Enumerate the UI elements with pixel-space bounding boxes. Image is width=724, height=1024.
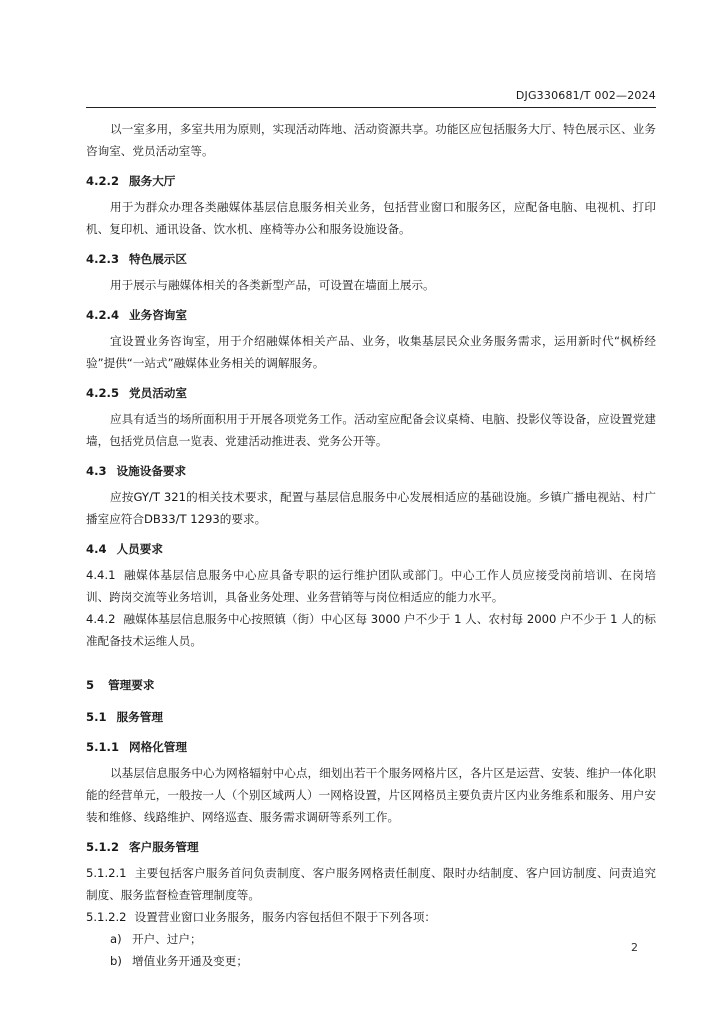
section-title: 特色展示区 xyxy=(129,252,187,266)
paragraph: 以一室多用，多室共用为原则，实现活动阵地、活动资源共享。功能区应包括服务大厅、特色展示区、业务咨询室、党员活动室等。 xyxy=(86,122,656,158)
section-title: 设施设备要求 xyxy=(116,464,187,478)
section-heading-4-2-4 xyxy=(86,304,656,326)
section-number: 4.2.2 xyxy=(86,174,120,188)
paragraph: 应具有适当的场所面积用于开展各项党务工作。活动室应配备会议桌椅、电脑、投影仪等设备，应设置党建墙，包括党员信息一览表、党建活动推进表、党务公开等。 xyxy=(86,412,656,448)
list-item-text: 开户、过户； xyxy=(132,932,202,946)
chapter-number: 5 xyxy=(86,678,95,692)
section-title: 服务大厅 xyxy=(129,174,176,188)
clause-number: 5.1.2.1 xyxy=(86,866,127,880)
section-title: 人员要求 xyxy=(116,542,163,556)
section-title: 服务管理 xyxy=(116,710,163,724)
clause-number: 5.1.2.2 xyxy=(86,910,127,924)
clause-text: 融媒体基层信息服务中心按照镇（街）中心区每 3000 户不少于 1 人、农村每 2000 户不少于 1 人的标准配备技术运维人员。 xyxy=(86,612,656,648)
numbered-clause xyxy=(86,906,656,928)
section-heading-4-4 xyxy=(86,538,656,560)
paragraph: 宜设置业务咨询室，用于介绍融媒体相关产品、业务，收集基层民众业务服务需求，运用新时代“枫桥经验”提供“一站式”融媒体业务相关的调解服务。 xyxy=(86,334,656,370)
section-heading-4-2-5 xyxy=(86,382,656,404)
section-heading-5-1-1 xyxy=(86,736,656,758)
section-heading-5-1 xyxy=(86,706,656,728)
section-heading-4-2-2 xyxy=(86,170,656,192)
list-marker: b) xyxy=(110,954,122,968)
clause-text: 设置营业窗口业务服务，服务内容包括但不限于下列各项： xyxy=(134,910,437,924)
list-item-text: 增值业务开通及变更； xyxy=(132,954,248,968)
clause-text: 主要包括客户服务首问负责制度、客户服务网格责任制度、限时办结制度、客户回访制度、问责追究制度、服务监督检查管理制度等。 xyxy=(86,866,656,902)
section-number: 5.1 xyxy=(86,710,107,724)
numbered-clause xyxy=(86,862,656,906)
section-number: 4.2.3 xyxy=(86,252,120,266)
list-item xyxy=(86,950,656,972)
header-rule xyxy=(86,107,656,108)
paragraph: 用于为群众办理各类融媒体基层信息服务相关业务，包括营业窗口和服务区，应配备电脑、电视机、打印机、复印机、通讯设备、饮水机、座椅等办公和服务设施设备。 xyxy=(86,200,656,236)
section-number: 4.2.5 xyxy=(86,386,120,400)
section-number: 5.1.1 xyxy=(86,740,120,754)
paragraph: 用于展示与融媒体相关的各类新型产品，可设置在墙面上展示。 xyxy=(110,278,435,292)
section-heading-4-3 xyxy=(86,460,656,482)
list-item xyxy=(86,928,656,950)
clause-text: 融媒体基层信息服务中心应具备专职的运行维护团队或部门。中心工作人员应接受岗前培训、在岗培训、跨岗交流等业务培训，具备业务处理、业务营销等与岗位相适应的能力水平。 xyxy=(86,568,656,604)
section-title: 网格化管理 xyxy=(129,740,187,754)
section-title: 党员活动室 xyxy=(129,386,187,400)
section-heading-5-1-2 xyxy=(86,836,656,858)
section-number: 4.3 xyxy=(86,464,107,478)
section-title: 客户服务管理 xyxy=(129,840,199,854)
paragraph: 应按GY/T 321的相关技术要求，配置与基层信息服务中心发展相适应的基础设施。乡镇广播电视站、村广播室应符合DB33/T 1293的要求。 xyxy=(86,490,656,526)
list-marker: a) xyxy=(110,932,122,946)
numbered-clause xyxy=(86,564,656,608)
page-number: 2 xyxy=(631,941,638,954)
numbered-clause xyxy=(86,608,656,652)
document-body xyxy=(86,118,656,972)
paragraph: 以基层信息服务中心为网格辐射中心点，细划出若干个服务网格片区，各片区是运营、安装、维护一体化职能的经营单元，一般按一人（个别区域两人）一网格设置，片区网格员主要负责片区内业务维系和服务、用户安装和维修、线路维护、网络巡查、服务需求调研等系列工作。 xyxy=(86,766,656,824)
document-id-header: DJG330681/T 002—2024 xyxy=(515,89,656,102)
section-number: 5.1.2 xyxy=(86,840,120,854)
clause-number: 4.4.2 xyxy=(86,612,116,626)
section-number: 4.4 xyxy=(86,542,107,556)
section-number: 4.2.4 xyxy=(86,308,120,322)
clause-number: 4.4.1 xyxy=(86,568,116,582)
chapter-title: 管理要求 xyxy=(108,678,155,692)
section-title: 业务咨询室 xyxy=(129,308,187,322)
section-heading-4-2-3 xyxy=(86,248,656,270)
chapter-heading-5 xyxy=(86,674,656,696)
